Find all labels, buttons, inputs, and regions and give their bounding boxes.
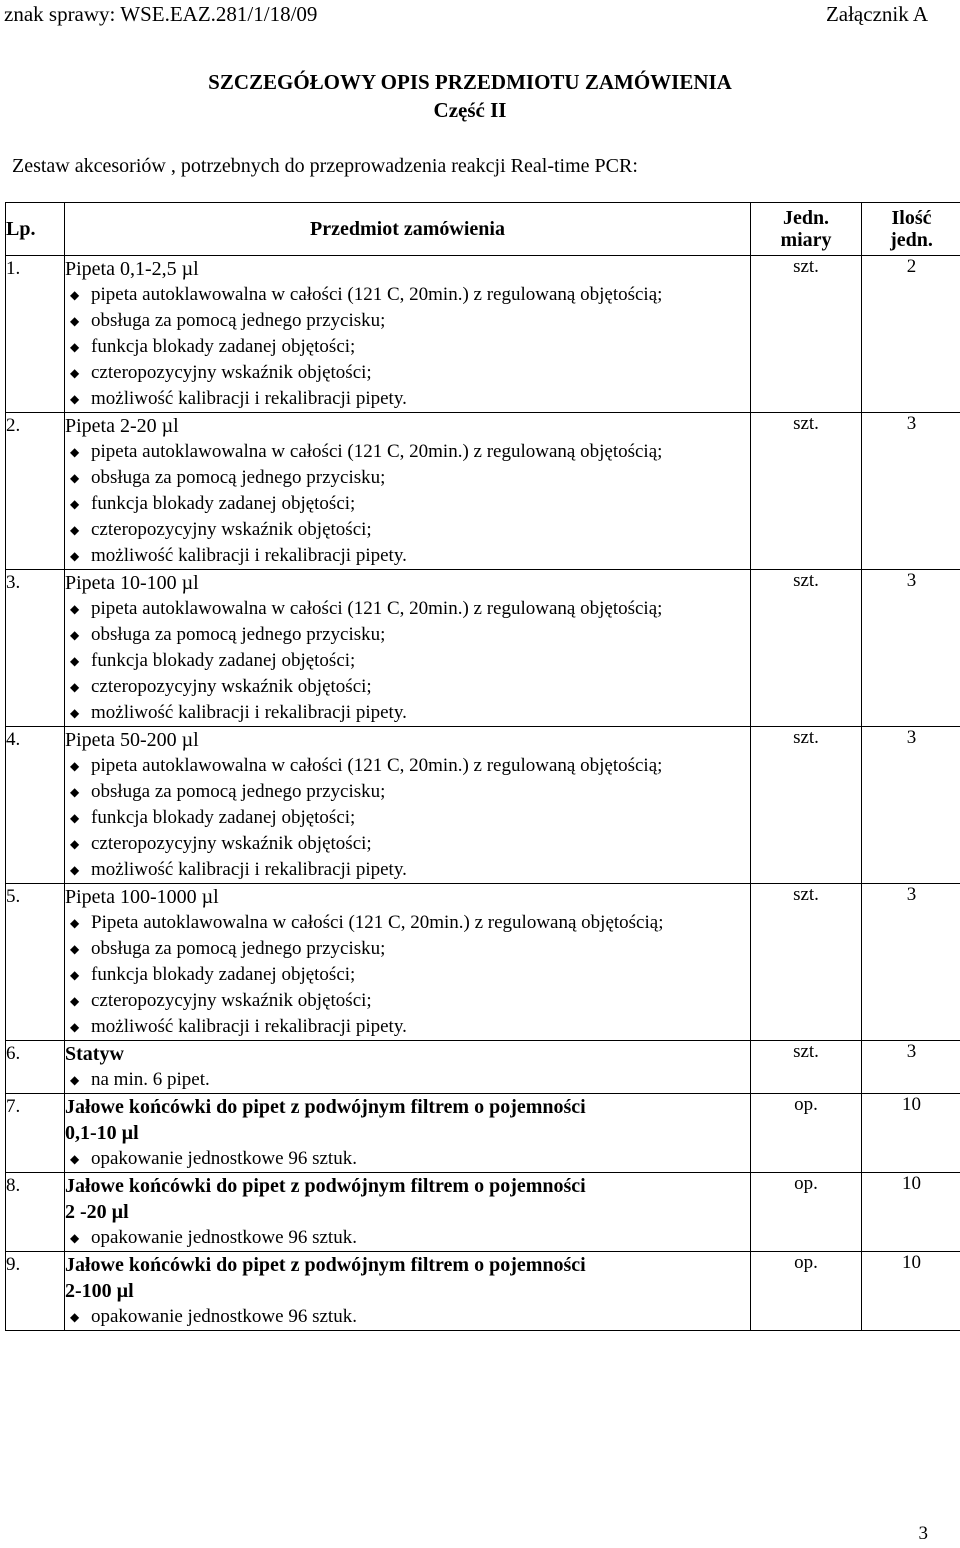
spec-bullet (65, 360, 750, 386)
item-description (65, 1041, 751, 1094)
spec-bullet (65, 910, 750, 936)
spec-bullet-text: opakowanie jednostkowe 96 sztuk. (91, 1227, 357, 1248)
item-description (65, 1252, 751, 1331)
spec-bullet (65, 1014, 750, 1040)
spec-bullet-text: obsługa za pomocą jednego przycisku; (91, 310, 386, 331)
spec-bullet (65, 648, 750, 674)
col-header-qty (862, 203, 960, 256)
col-header-item: Przedmiot zamówienia (65, 203, 751, 256)
spec-bullet-text: obsługa za pomocą jednego przycisku; (91, 938, 386, 959)
item-name: Pipeta 100-1000 µl (65, 886, 219, 908)
spec-bullet-text: funkcja blokady zadanej objętości; (91, 650, 356, 671)
row-number: 6. (6, 1041, 65, 1094)
spec-bullet-text: opakowanie jednostkowe 96 sztuk. (91, 1306, 357, 1327)
diamond-bullet-icon: ◆ (70, 366, 80, 380)
page-number: 3 (918, 1523, 928, 1544)
spec-bullet (65, 805, 750, 831)
diamond-bullet-icon: ◆ (70, 602, 80, 616)
annex-label: Załącznik A (825, 2, 928, 26)
item-name-line: Jałowe końcówki do pipet z podwójnym filtrem o pojemności (65, 1096, 586, 1118)
spec-bullet-text: obsługa za pomocą jednego przycisku; (91, 624, 386, 645)
diamond-bullet-icon: ◆ (70, 654, 80, 668)
item-name-line: Jałowe końcówki do pipet z podwójnym filtrem o pojemności (65, 1254, 586, 1276)
unit-of-measure: szt. (751, 413, 862, 570)
table-row (6, 884, 960, 1041)
spec-bullet (65, 334, 750, 360)
diamond-bullet-icon: ◆ (70, 942, 80, 956)
spec-bullet-text: czteropozycyjny wskaźnik objętości; (91, 362, 372, 383)
diamond-bullet-icon: ◆ (70, 1310, 80, 1324)
unit-of-measure: szt. (751, 1041, 862, 1094)
spec-bullet (65, 596, 750, 622)
quantity: 10 (862, 1094, 960, 1173)
diamond-bullet-icon: ◆ (70, 549, 80, 563)
spec-bullet (65, 517, 750, 543)
spec-bullet (65, 439, 750, 465)
spec-bullet (65, 622, 750, 648)
intro-text: Zestaw akcesoriów , potrzebnych do przeprowadzenia reakcji Real-time PCR: (12, 155, 638, 177)
item-description (65, 570, 751, 727)
spec-bullet-text: funkcja blokady zadanej objętości; (91, 807, 356, 828)
item-description (65, 1173, 751, 1252)
diamond-bullet-icon: ◆ (70, 471, 80, 485)
spec-bullet (65, 1146, 750, 1172)
col-header-lp: Lp. (6, 203, 65, 256)
diamond-bullet-icon: ◆ (70, 994, 80, 1008)
diamond-bullet-icon: ◆ (70, 523, 80, 537)
spec-bullet-text: na min. 6 pipet. (91, 1069, 210, 1090)
spec-bullet-text: pipeta autoklawowalna w całości (121 C, 20min.) z regulowaną objętością; (91, 598, 663, 619)
unit-of-measure: op. (751, 1094, 862, 1173)
spec-bullet (65, 936, 750, 962)
table-row (6, 570, 960, 727)
spec-bullet (65, 1304, 750, 1330)
spec-bullet (65, 282, 750, 308)
quantity: 3 (862, 884, 960, 1041)
item-name: Pipeta 10-100 µl (65, 572, 199, 594)
table-row (6, 1041, 960, 1094)
spec-bullet (65, 831, 750, 857)
item-description (65, 413, 751, 570)
item-description (65, 256, 751, 413)
spec-bullet-text: obsługa za pomocą jednego przycisku; (91, 781, 386, 802)
table-row (6, 727, 960, 884)
col-header-unit (751, 203, 862, 256)
case-reference: znak sprawy: WSE.EAZ.281/1/18/09 (4, 2, 318, 26)
item-name: Pipeta 2-20 µl (65, 415, 179, 437)
diamond-bullet-icon: ◆ (70, 759, 80, 773)
spec-bullet (65, 465, 750, 491)
diamond-bullet-icon: ◆ (70, 497, 80, 511)
diamond-bullet-icon: ◆ (70, 392, 80, 406)
row-number: 4. (6, 727, 65, 884)
diamond-bullet-icon: ◆ (70, 445, 80, 459)
spec-bullet (65, 1225, 750, 1251)
spec-bullet-text: funkcja blokady zadanej objętości; (91, 336, 356, 357)
diamond-bullet-icon: ◆ (70, 968, 80, 982)
spec-bullet-text: możliwość kalibracji i rekalibracji pipety. (91, 388, 407, 409)
spec-bullet (65, 491, 750, 517)
spec-bullet (65, 1067, 750, 1093)
diamond-bullet-icon: ◆ (70, 680, 80, 694)
diamond-bullet-icon: ◆ (70, 916, 80, 930)
item-name-line: 2-100 µl (65, 1280, 134, 1302)
table-row (6, 256, 960, 413)
col-header-qty-line2: jedn. (890, 229, 933, 251)
spec-bullet-text: czteropozycyjny wskaźnik objętości; (91, 519, 372, 540)
diamond-bullet-icon: ◆ (70, 288, 80, 302)
quantity: 3 (862, 413, 960, 570)
diamond-bullet-icon: ◆ (70, 628, 80, 642)
diamond-bullet-icon: ◆ (70, 863, 80, 877)
row-number: 7. (6, 1094, 65, 1173)
unit-of-measure: szt. (751, 570, 862, 727)
quantity: 10 (862, 1173, 960, 1252)
table-header-row (6, 203, 960, 256)
item-name: Pipeta 0,1-2,5 µl (65, 258, 199, 280)
row-number: 2. (6, 413, 65, 570)
item-name-line: 0,1-10 µl (65, 1122, 139, 1144)
row-number: 5. (6, 884, 65, 1041)
quantity: 3 (862, 570, 960, 727)
spec-bullet (65, 308, 750, 334)
item-name: Pipeta 50-200 µl (65, 729, 199, 751)
spec-bullet (65, 674, 750, 700)
unit-of-measure: szt. (751, 256, 862, 413)
diamond-bullet-icon: ◆ (70, 1231, 80, 1245)
spec-bullet-text: czteropozycyjny wskaźnik objętości; (91, 833, 372, 854)
spec-bullet (65, 988, 750, 1014)
spec-bullet (65, 700, 750, 726)
col-header-qty-line1: Ilość (891, 207, 932, 229)
item-description (65, 1094, 751, 1173)
quantity: 3 (862, 727, 960, 884)
diamond-bullet-icon: ◆ (70, 314, 80, 328)
diamond-bullet-icon: ◆ (70, 811, 80, 825)
unit-of-measure: op. (751, 1252, 862, 1331)
diamond-bullet-icon: ◆ (70, 837, 80, 851)
spec-bullet-text: funkcja blokady zadanej objętości; (91, 493, 356, 514)
spec-bullet-text: możliwość kalibracji i rekalibracji pipety. (91, 545, 407, 566)
diamond-bullet-icon: ◆ (70, 340, 80, 354)
item-name: Statyw (65, 1043, 124, 1065)
order-items-table (5, 202, 960, 1331)
quantity: 10 (862, 1252, 960, 1331)
spec-bullet (65, 753, 750, 779)
col-header-unit-line1: Jedn. (782, 207, 830, 229)
unit-of-measure: szt. (751, 727, 862, 884)
unit-of-measure: szt. (751, 884, 862, 1041)
spec-bullet (65, 386, 750, 412)
table-row (6, 1173, 960, 1252)
spec-bullet (65, 857, 750, 883)
table-row (6, 413, 960, 570)
document-subtitle: Część II (433, 98, 507, 122)
row-number: 1. (6, 256, 65, 413)
spec-bullet-text: możliwość kalibracji i rekalibracji pipety. (91, 1016, 407, 1037)
row-number: 8. (6, 1173, 65, 1252)
item-name-line: 2 -20 µl (65, 1201, 129, 1223)
quantity: 2 (862, 256, 960, 413)
spec-bullet-text: pipeta autoklawowalna w całości (121 C, 20min.) z regulowaną objętością; (91, 284, 663, 305)
diamond-bullet-icon: ◆ (70, 1020, 80, 1034)
item-description (65, 884, 751, 1041)
spec-bullet-text: możliwość kalibracji i rekalibracji pipety. (91, 859, 407, 880)
col-header-unit-line2: miary (780, 229, 832, 251)
spec-bullet-text: możliwość kalibracji i rekalibracji pipety. (91, 702, 407, 723)
spec-bullet-text: pipeta autoklawowalna w całości (121 C, 20min.) z regulowaną objętością; (91, 441, 663, 462)
unit-of-measure: op. (751, 1173, 862, 1252)
item-description (65, 727, 751, 884)
spec-bullet-text: Pipeta autoklawowalna w całości (121 C, 20min.) z regulowaną objętością; (91, 912, 664, 933)
table-row (6, 1252, 960, 1331)
diamond-bullet-icon: ◆ (70, 1152, 80, 1166)
spec-bullet-text: pipeta autoklawowalna w całości (121 C, 20min.) z regulowaną objętością; (91, 755, 663, 776)
diamond-bullet-icon: ◆ (70, 785, 80, 799)
spec-bullet-text: czteropozycyjny wskaźnik objętości; (91, 676, 372, 697)
spec-bullet (65, 543, 750, 569)
table-row (6, 1094, 960, 1173)
diamond-bullet-icon: ◆ (70, 1073, 80, 1087)
quantity: 3 (862, 1041, 960, 1094)
spec-bullet-text: obsługa za pomocą jednego przycisku; (91, 467, 386, 488)
spec-bullet-text: funkcja blokady zadanej objętości; (91, 964, 356, 985)
spec-bullet-text: czteropozycyjny wskaźnik objętości; (91, 990, 372, 1011)
spec-bullet (65, 962, 750, 988)
document-title: SZCZEGÓŁOWY OPIS PRZEDMIOTU ZAMÓWIENIA (208, 70, 732, 94)
spec-bullet (65, 779, 750, 805)
spec-bullet-text: opakowanie jednostkowe 96 sztuk. (91, 1148, 357, 1169)
row-number: 3. (6, 570, 65, 727)
row-number: 9. (6, 1252, 65, 1331)
item-name-line: Jałowe końcówki do pipet z podwójnym filtrem o pojemności (65, 1175, 586, 1197)
diamond-bullet-icon: ◆ (70, 706, 80, 720)
